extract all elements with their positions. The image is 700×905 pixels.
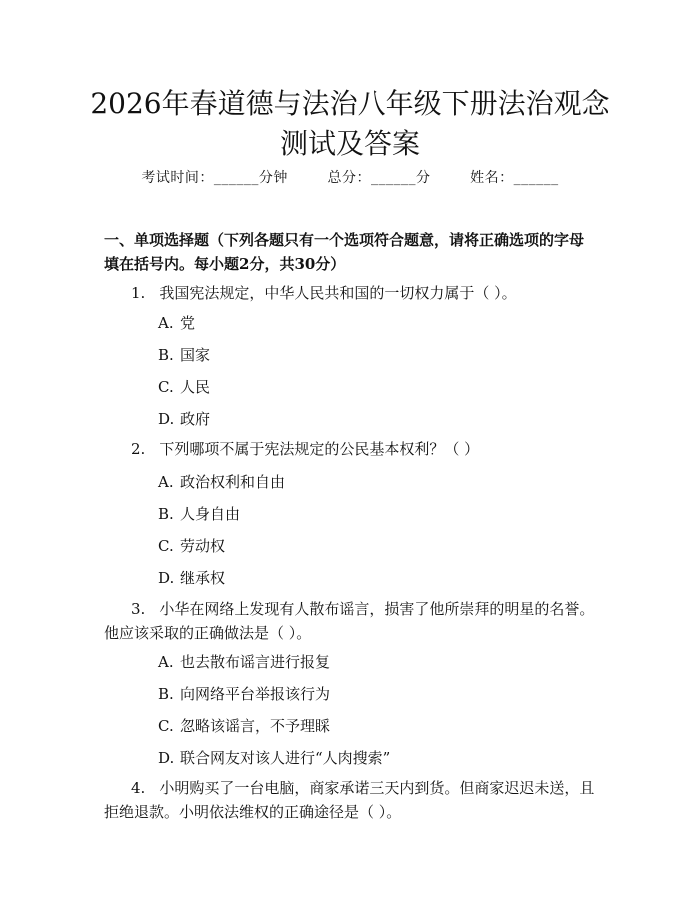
- question-stem: 小明购买了一台电脑，商家承诺三天内到货。但商家迟迟未送，且拒绝退款。小明依法维权的正确途径是（ ）。: [104, 779, 595, 821]
- question-4: [104, 776, 596, 824]
- question-stem: 小华在网络上发现有人散布谣言，损害了他所崇拜的明星的名誉。他应该采取的正确做法是（ ）。: [104, 600, 595, 642]
- exam-time-field: 考试时间：______分钟: [141, 170, 288, 186]
- question-2-option-a: A. 政治权利和自由: [158, 473, 286, 491]
- question-2-option-c: C. 劳动权: [158, 537, 226, 555]
- question-2-option-b: B. 人身自由: [158, 505, 241, 523]
- question-2: [104, 437, 596, 461]
- question-number: 4.: [131, 779, 146, 797]
- question-number: 2.: [131, 440, 146, 458]
- question-1-option-c: C. 人民: [158, 378, 211, 396]
- question-stem: 下列哪项不属于宪法规定的公民基本权利？（ ）: [159, 440, 480, 458]
- section-heading: 一、单项选择题（下列各题只有一个选项符合题意，请将正确选项的字母填在括号内。每小题2分，共30分）: [104, 231, 585, 273]
- question-3-option-a: A. 也去散布谣言进行报复: [158, 653, 331, 671]
- question-1: [104, 281, 596, 305]
- question-1-option-d: D. 政府: [158, 410, 211, 428]
- question-3-option-b: B. 向网络平台举报该行为: [158, 685, 331, 703]
- student-name-field: 姓名：______: [470, 170, 559, 186]
- question-3-option-d: D. 联合网友对该人进行“人肉搜索”: [158, 749, 391, 767]
- question-1-option-a: A. 党: [158, 314, 196, 332]
- question-3: [104, 597, 596, 645]
- exam-info-line: [0, 168, 700, 188]
- question-stem: 我国宪法规定，中华人民共和国的一切权力属于（ ）。: [159, 284, 517, 302]
- document-title: 2026年春道德与法治八年级下册法治观念测试及答案: [90, 87, 610, 160]
- total-score-field: 总分：______分: [327, 170, 431, 186]
- question-3-option-c: C. 忽略该谣言，不予理睬: [158, 717, 331, 735]
- question-number: 3.: [131, 600, 146, 618]
- question-number: 1.: [131, 284, 146, 302]
- question-2-option-d: D. 继承权: [158, 569, 226, 587]
- question-1-option-b: B. 国家: [158, 346, 211, 364]
